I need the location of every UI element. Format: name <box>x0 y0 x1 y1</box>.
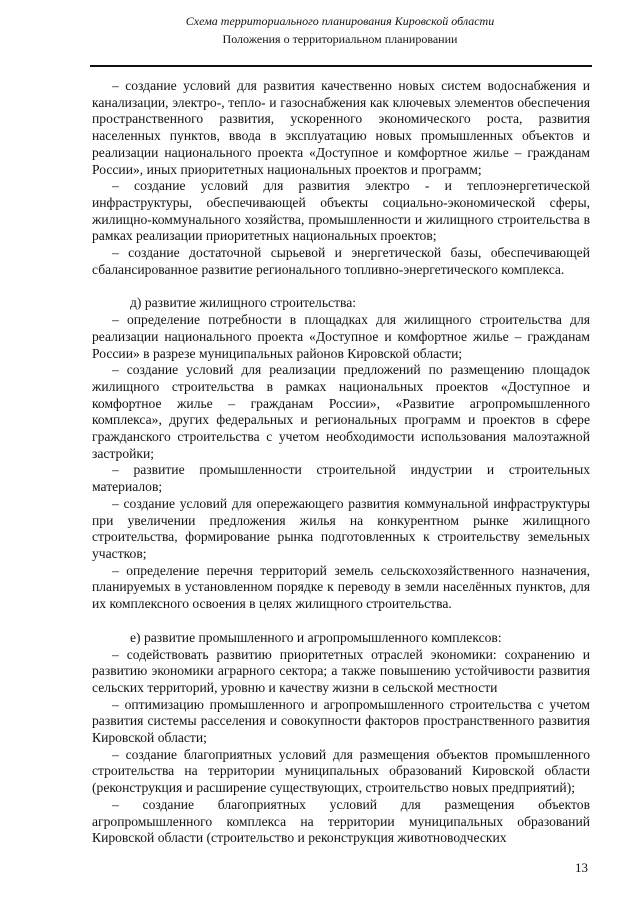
header-subtitle: Положения о территориальном планировании <box>222 32 458 46</box>
list-item-paragraph: – создание достаточной сырьевой и энергетической базы, обеспечивающей сбалансированное развитие регионального топливно-энергетического комплекса. <box>92 245 590 277</box>
paragraph-gap <box>92 613 590 630</box>
section-heading: д) развитие жилищного строительства: <box>130 295 357 311</box>
list-item-paragraph: – содействовать развитию приоритетных отраслей экономики: сохранению и развитию экономики аграрного сектора; а также повышению устойчивости развития сельских территорий, уровню и качеству жизни в сельской местности <box>92 646 590 695</box>
list-item-paragraph: – создание условий для опережающего развития коммунальной инфраструктуры при увеличении предложения жилья на конкурентном рынке жилищного строительства, формирование рынка подготовленных к строительству земельных участков; <box>92 495 590 561</box>
list-item-paragraph: – создание благоприятных условий для размещения объектов агропромышленного комплекса на территории муниципальных образований Кировской области (строительство и реконструкция животноводческих <box>92 796 590 846</box>
document-body <box>92 78 590 847</box>
list-item-paragraph: – создание условий для развития электро - и теплоэнергетической инфраструктуры, обеспечивающей объекты социально-экономической сферы, жилищно-коммунального хозяйства, промышленности и жилищного строительства в рамках реализации приоритетных национальных проектов; <box>92 178 590 244</box>
list-item-paragraph: – определение потребности в площадках для жилищного строительства для реализации национального проекта «Доступное и комфортное жилье – гражданам России» в разрезе муниципальных районов Кировской области; <box>92 312 590 361</box>
header-rule <box>90 65 592 67</box>
paragraph-gap <box>92 278 590 295</box>
list-item-paragraph: – определение перечня территорий земель сельскохозяйственного назначения, планируемых в установленном порядке к переводу в земли населённых пунктов, для их комплексного освоения в целях жилищного строительства. <box>92 562 590 612</box>
list-item-paragraph: – создание условий для развития качественно новых систем водоснабжения и канализации, электро-, тепло- и газоснабжения как ключевых элементов обеспечения пространственного развития, ускоренного экономического роста, развития населенных пунктов, ввода в эксплуатацию новых промышленных объектов и реализации национального проекта «Доступное и комфортное жилье – гражданам России», иных приоритетных национальных проектов и программ; <box>92 78 590 177</box>
page-number: 13 <box>575 860 588 875</box>
list-item-paragraph: – оптимизацию промышленного и агропромышленного строительства с учетом развития системы расселения и совокупности факторов пространственного развития Кировской области; <box>92 696 590 746</box>
list-item-paragraph: – развитие промышленности строительной индустрии и строительных материалов; <box>92 462 590 495</box>
section-heading: е) развитие промышленного и агропромышленного комплексов: <box>130 629 502 645</box>
list-item-paragraph: – создание благоприятных условий для размещения объектов промышленного строительства на территории муниципальных образований Кировской области (реконструкция и расширение существующих, строительство новых предприятий); <box>92 746 590 796</box>
header-title: Схема территориального планирования Кировской области <box>185 14 495 28</box>
page-header <box>90 14 590 47</box>
list-item-paragraph: – создание условий для реализации предложений по размещению площадок жилищного строительства в рамках национальных проектов «Доступное и комфортное жилье – гражданам России», «Развитие агропромышленного комплекса», других федеральных и региональных программ и проектов в сфере гражданского строительства с учетом необходимости использования малоэтажной застройки; <box>92 362 590 461</box>
